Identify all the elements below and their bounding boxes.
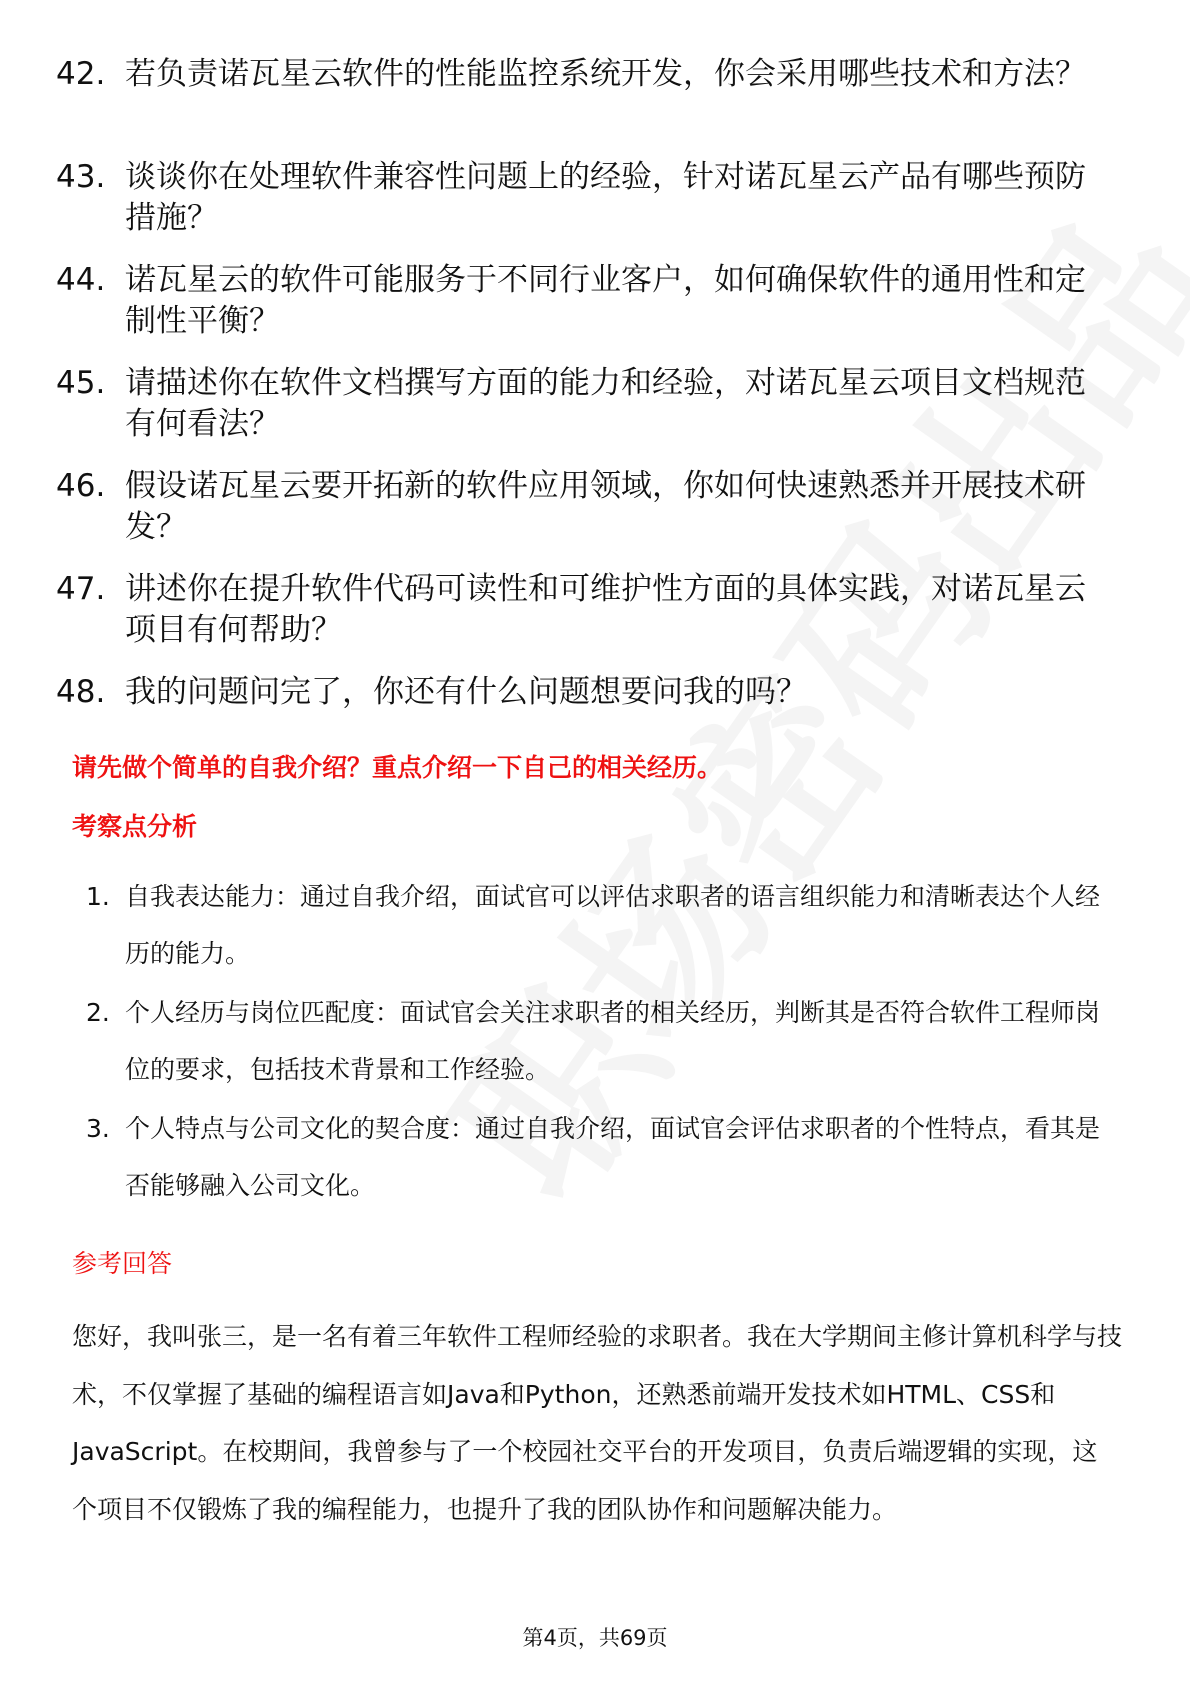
item-text: 自我表达能力：通过自我介绍，面试官可以评估求职者的语言组织能力和清晰表达个人经历的能力。 — [125, 882, 1101, 968]
item-number: 3. — [86, 1114, 110, 1143]
question-number: 43. — [56, 159, 106, 195]
question-text: 请描述你在软件文档撰写方面的能力和经验，对诺瓦星云项目文档规范有何看法？ — [125, 365, 1086, 442]
question-text: 假设诺瓦星云要开拓新的软件应用领域，你如何快速熟悉并开展技术研发？ — [125, 468, 1086, 545]
item-text: 个人经历与岗位匹配度：面试官会关注求职者的相关经历，判断其是否符合软件工程师岗位的要求，包括技术背景和工作经验。 — [125, 998, 1101, 1084]
question-number: 42. — [56, 56, 106, 92]
question-text: 谈谈你在处理软件兼容性问题上的经验，针对诺瓦星云产品有哪些预防措施？ — [125, 159, 1086, 236]
question-text: 诺瓦星云的软件可能服务于不同行业客户，如何确保软件的通用性和定制性平衡？ — [125, 262, 1086, 339]
question-number: 48. — [56, 674, 106, 710]
question-number: 45. — [56, 365, 106, 401]
question-text: 若负责诺瓦星云软件的性能监控系统开发，你会采用哪些技术和方法？ — [125, 56, 1086, 92]
analysis-heading: 考察点分析 — [72, 812, 198, 841]
section-title: 请先做个简单的自我介绍？重点介绍一下自己的相关经历。 — [72, 753, 723, 782]
answer-heading: 参考回答 — [72, 1249, 173, 1278]
item-text: 个人特点与公司文化的契合度：通过自我介绍，面试官会评估求职者的个性特点，看其是否能够融入公司文化。 — [125, 1114, 1101, 1200]
answer-paragraph: 您好，我叫张三，是一名有着三年软件工程师经验的求职者。我在大学期间主修计算机科学与技术，不仅掌握了基础的编程语言如Java和Python，还熟悉前端开发技术如HTML、CSS和JavaScript。在校期间，我曾参与了一个校园社交平台的开发项目，负责后端逻辑的实现，这个项目不仅锻炼了我的编程能力，也提升了我的团队协作和问题解决能力。 — [72, 1322, 1123, 1524]
question-text: 讲述你在提升软件代码可读性和可维护性方面的具体实践，对诺瓦星云项目有何帮助？ — [125, 571, 1086, 648]
item-number: 1. — [86, 882, 110, 911]
item-number: 2. — [86, 998, 110, 1027]
question-number: 46. — [56, 468, 106, 504]
page-number: 第4页，共69页 — [522, 1626, 668, 1650]
question-text: 我的问题问完了，你还有什么问题想要问我的吗？ — [125, 674, 807, 710]
question-number: 44. — [56, 262, 106, 298]
question-number: 47. — [56, 571, 106, 607]
